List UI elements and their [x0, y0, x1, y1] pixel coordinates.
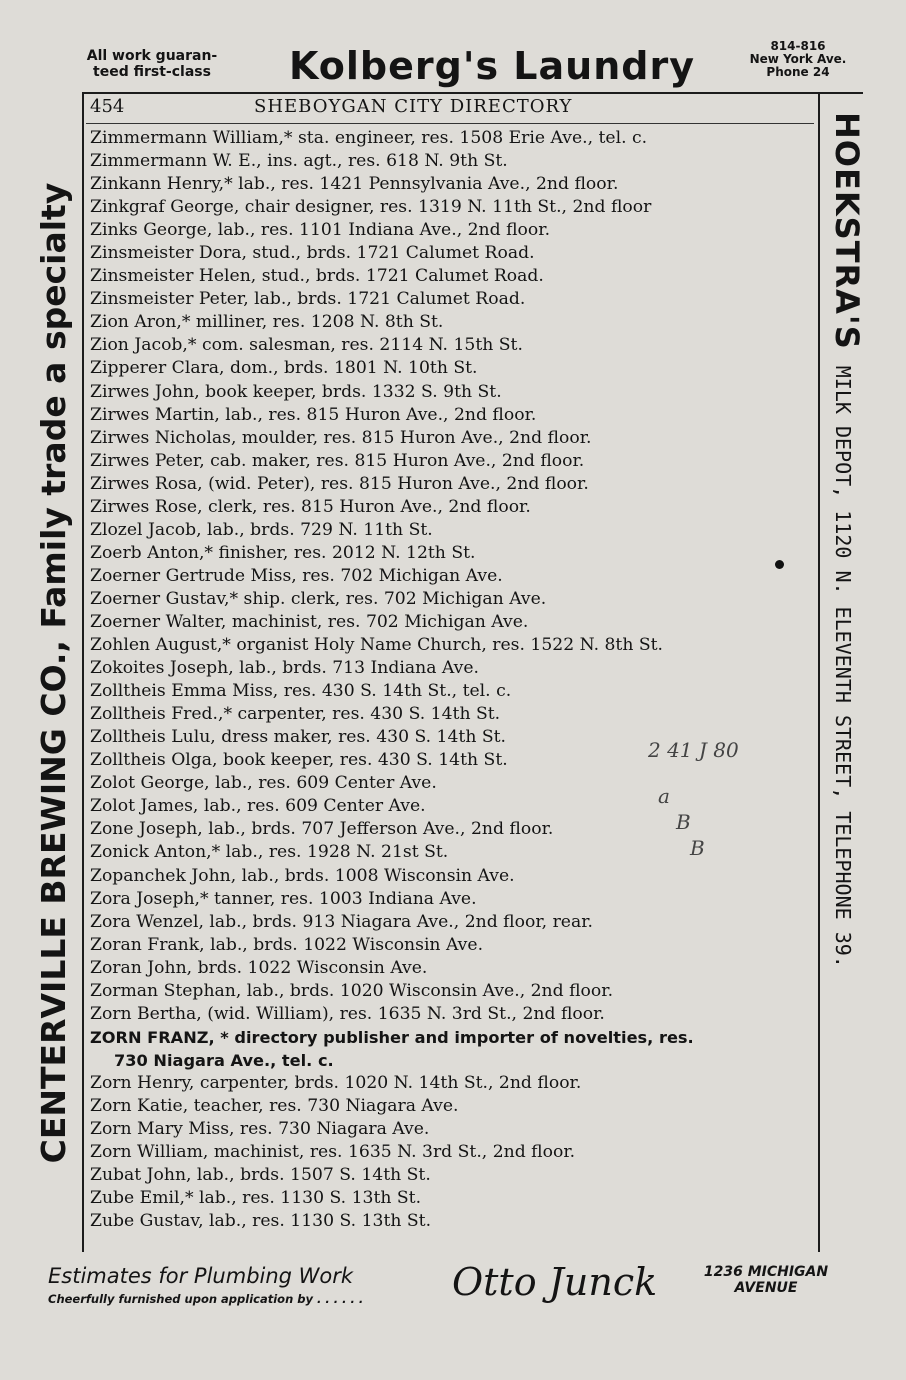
- directory-entry: Zinkgraf George, chair designer, res. 1319 N. 11th St., 2nd floor: [90, 197, 652, 218]
- directory-entry: Zinks George, lab., res. 1101 Indiana Ave., 2nd floor.: [90, 220, 551, 241]
- top-ad-address: [738, 40, 858, 79]
- directory-entry: Zimmermann W. E., ins. agt., res. 618 N. 9th St.: [90, 151, 508, 172]
- bottom-ad-address-line: 1236 MICHIGAN: [703, 1264, 829, 1280]
- directory-entry: Zirwes Nicholas, moulder, res. 815 Huron Ave., 2nd floor.: [90, 427, 592, 448]
- right-side-advertisement: [822, 112, 872, 1244]
- bottom-ad-name: Otto Junck: [452, 1260, 658, 1304]
- directory-entry: Zimmermann William,* sta. engineer, res. 1508 Erie Ave., tel. c.: [90, 128, 648, 148]
- bottom-advertisement: [0, 1260, 906, 1320]
- right-ad-detail: MILK DEPOT, 1120 N. ELEVENTH STREET, TELEPHONE 39.: [831, 365, 855, 968]
- directory-entry: Zirwes Rosa, (wid. Peter), res. 815 Huron Ave., 2nd floor.: [90, 473, 589, 494]
- handwritten-note: B: [690, 836, 705, 860]
- directory-entry: Zolltheis Olga, book keeper, res. 430 S. 14th St.: [90, 750, 508, 771]
- directory-entry: Zorn William, machinist, res. 1635 N. 3rd St., 2nd floor.: [90, 1142, 576, 1163]
- page-number: 454: [90, 96, 125, 117]
- directory-entry: Zohlen August,* organist Holy Name Church, res. 1522 N. 8th St.: [90, 635, 664, 656]
- directory-entry: Zinsmeister Dora, stud., brds. 1721 Calumet Road.: [90, 243, 535, 264]
- top-ad-guarantee-line: All work guaran-: [86, 48, 218, 64]
- directory-entry: Zoran Frank, lab., brds. 1022 Wisconsin Ave.: [90, 934, 484, 955]
- directory-listing: [90, 127, 816, 1233]
- directory-entry: Zubat John, lab., brds. 1507 S. 14th St.: [90, 1165, 431, 1186]
- directory-entry: Zoerner Gertrude Miss, res. 702 Michigan Ave.: [90, 565, 503, 586]
- directory-entry: Zolot James, lab., res. 609 Center Ave.: [90, 796, 426, 817]
- top-ad-address-line: 814-816: [770, 39, 826, 53]
- page-header: [86, 96, 816, 122]
- bottom-ad-headline: Estimates for Plumbing Work: [48, 1264, 354, 1288]
- directory-entry: Zube Gustav, lab., res. 1130 S. 13th St.: [90, 1211, 432, 1232]
- bottom-ad-subline: Cheerfully furnished upon application by . . . . . .: [48, 1292, 364, 1306]
- directory-entry: Zorn Henry, carpenter, brds. 1020 N. 14th St., 2nd floor.: [90, 1072, 582, 1093]
- featured-entry-line: ZORN FRANZ, * directory publisher and importer of novelties, res.: [90, 1027, 694, 1047]
- directory-entry: Zinsmeister Peter, lab., brds. 1721 Calumet Road.: [90, 289, 526, 310]
- directory-entry: Zirwes Martin, lab., res. 815 Huron Ave., 2nd floor.: [90, 404, 537, 425]
- directory-entry: Zora Wenzel, lab., brds. 913 Niagara Ave., 2nd floor, rear.: [90, 911, 593, 932]
- top-advertisement: [0, 38, 906, 98]
- directory-entry: Zinkann Henry,* lab., res. 1421 Pennsylvania Ave., 2nd floor.: [90, 174, 619, 195]
- bullet-mark: [775, 560, 784, 569]
- top-ad-guarantee-text: [62, 48, 242, 80]
- header-rule: [86, 123, 814, 124]
- handwritten-note: B: [676, 810, 691, 834]
- directory-entry: Zorn Katie, teacher, res. 730 Niagara Ave.: [90, 1095, 459, 1116]
- directory-entry: Zirwes Rose, clerk, res. 815 Huron Ave., 2nd floor.: [90, 496, 531, 517]
- bottom-ad-address-line: AVENUE: [734, 1280, 798, 1296]
- handwritten-note: 2 41 J 80: [648, 738, 739, 762]
- directory-entry: Zolltheis Emma Miss, res. 430 S. 14th St., tel. c.: [90, 681, 512, 702]
- top-ad-title: Kolberg's Laundry: [289, 44, 695, 88]
- top-ad-address-line: Phone 24: [766, 65, 830, 79]
- directory-entry: Zonick Anton,* lab., res. 1928 N. 21st St.: [90, 842, 449, 863]
- directory-entry: Zirwes Peter, cab. maker, res. 815 Huron Ave., 2nd floor.: [90, 450, 585, 471]
- directory-entry: Zipperer Clara, dom., brds. 1801 N. 10th St.: [90, 358, 478, 379]
- directory-entry: Zoran John, brds. 1022 Wisconsin Ave.: [90, 957, 428, 978]
- top-ad-address-line: New York Ave.: [749, 52, 847, 66]
- directory-entry: Zion Jacob,* com. salesman, res. 2114 N. 15th St.: [90, 335, 523, 356]
- frame-right-border: [818, 92, 820, 1252]
- directory-entry: Zolltheis Fred.,* carpenter, res. 430 S. 14th St.: [90, 704, 501, 725]
- directory-entry: Zolot George, lab., res. 609 Center Ave.: [90, 773, 437, 794]
- directory-entry: Zorn Mary Miss, res. 730 Niagara Ave.: [90, 1119, 430, 1140]
- directory-entry: Zolltheis Lulu, dress maker, res. 430 S. 14th St.: [90, 727, 507, 748]
- left-side-advertisement: CENTERVILLE BREWING CO., Family trade a specialty: [34, 182, 73, 1164]
- directory-entry: Zorn Bertha, (wid. William), res. 1635 N. 3rd St., 2nd floor.: [90, 1003, 605, 1024]
- directory-entry: Zora Joseph,* tanner, res. 1003 Indiana Ave.: [90, 888, 477, 909]
- directory-entry: Zinsmeister Helen, stud., brds. 1721 Calumet Road.: [90, 266, 544, 287]
- directory-entry: Zone Joseph, lab., brds. 707 Jefferson Ave., 2nd floor.: [90, 819, 554, 840]
- directory-entry: Zoerb Anton,* finisher, res. 2012 N. 12th St.: [90, 542, 476, 563]
- directory-entry: Zoerner Gustav,* ship. clerk, res. 702 Michigan Ave.: [90, 588, 547, 609]
- directory-entry: Zirwes John, book keeper, brds. 1332 S. 9th St.: [90, 381, 502, 402]
- frame-left-border: [82, 92, 84, 1252]
- bottom-ad-address: [676, 1264, 856, 1296]
- right-ad-name: HOEKSTRA'S: [828, 112, 866, 350]
- featured-entry-line: 730 Niagara Ave., tel. c.: [114, 1050, 334, 1070]
- directory-entry: Zorman Stephan, lab., brds. 1020 Wisconsin Ave., 2nd floor.: [90, 980, 614, 1001]
- directory-entry: Zion Aron,* milliner, res. 1208 N. 8th St.: [90, 312, 444, 333]
- directory-entry: Zube Emil,* lab., res. 1130 S. 13th St.: [90, 1188, 422, 1209]
- directory-entry: Zlozel Jacob, lab., brds. 729 N. 11th St.: [90, 519, 433, 540]
- frame-top-border: [82, 92, 863, 94]
- top-ad-guarantee-line: teed first-class: [93, 64, 211, 80]
- directory-entry: Zoerner Walter, machinist, res. 702 Michigan Ave.: [90, 611, 529, 632]
- directory-entry: Zopanchek John, lab., brds. 1008 Wisconsin Ave.: [90, 865, 515, 886]
- directory-entry: Zokoites Joseph, lab., brds. 713 Indiana Ave.: [90, 658, 479, 679]
- running-title: SHEBOYGAN CITY DIRECTORY: [254, 96, 573, 117]
- handwritten-note: a: [658, 784, 670, 808]
